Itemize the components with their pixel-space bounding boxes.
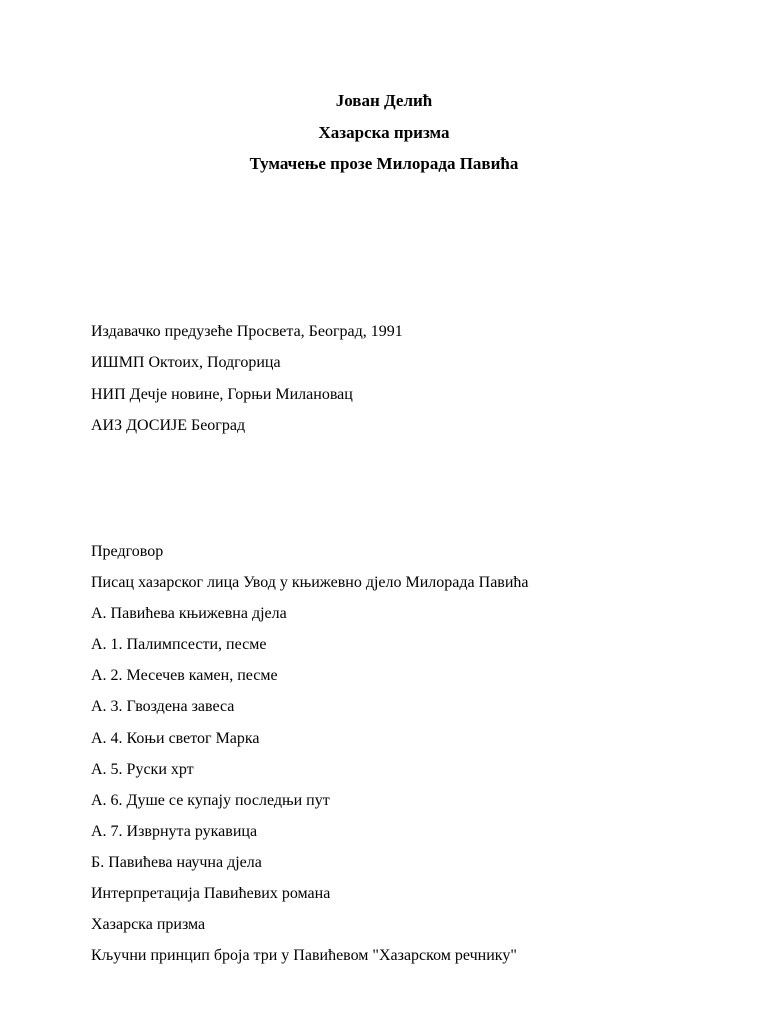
contents-item: Б. Павићева научна дјела (91, 853, 262, 871)
publisher-list (91, 322, 751, 447)
contents-item: А. Павићева књижевна дјела (91, 605, 287, 623)
contents-item: Предговор (91, 543, 164, 560)
contents-item: Интерпретација Павићевих романа (91, 885, 331, 903)
book-subtitle: Тумачење прозе Милорада Павића (249, 154, 519, 173)
table-of-contents (91, 542, 751, 977)
contents-item: А. 7. Изврнута рукавица (91, 822, 258, 840)
title-block (0, 91, 768, 186)
contents-item: А. 2. Месечев камен, песме (91, 667, 278, 685)
contents-item: Кључни принцип броја три у Павићевом "Хазарском речнику" (91, 947, 517, 965)
book-title: Хазарска призма (318, 122, 450, 142)
author-name: Јован Делић (335, 91, 433, 110)
publisher-line: Издавачко предузеће Просвета, Београд, 1991 (91, 323, 403, 340)
publisher-line: АИЗ ДОСИЈЕ Београд (91, 416, 246, 434)
publisher-line: НИП Дечје новине, Горњи Милановац (91, 385, 353, 403)
contents-item: Писац хазарског лица Увод у књижевно дјело Милорада Павића (91, 574, 529, 592)
contents-item: Хазарска призма (91, 916, 206, 934)
contents-item: А. 1. Палимпсести, песме (91, 636, 267, 654)
contents-item: А. 4. Коњи светог Марка (91, 729, 260, 747)
contents-item: А. 6. Душе се купају последњи пут (91, 791, 330, 809)
contents-item: А. 5. Руски хрт (91, 760, 194, 778)
contents-item: А. 3. Гвоздена завеса (91, 698, 235, 716)
publisher-line: ИШМП Октоих, Подгорица (91, 354, 281, 372)
